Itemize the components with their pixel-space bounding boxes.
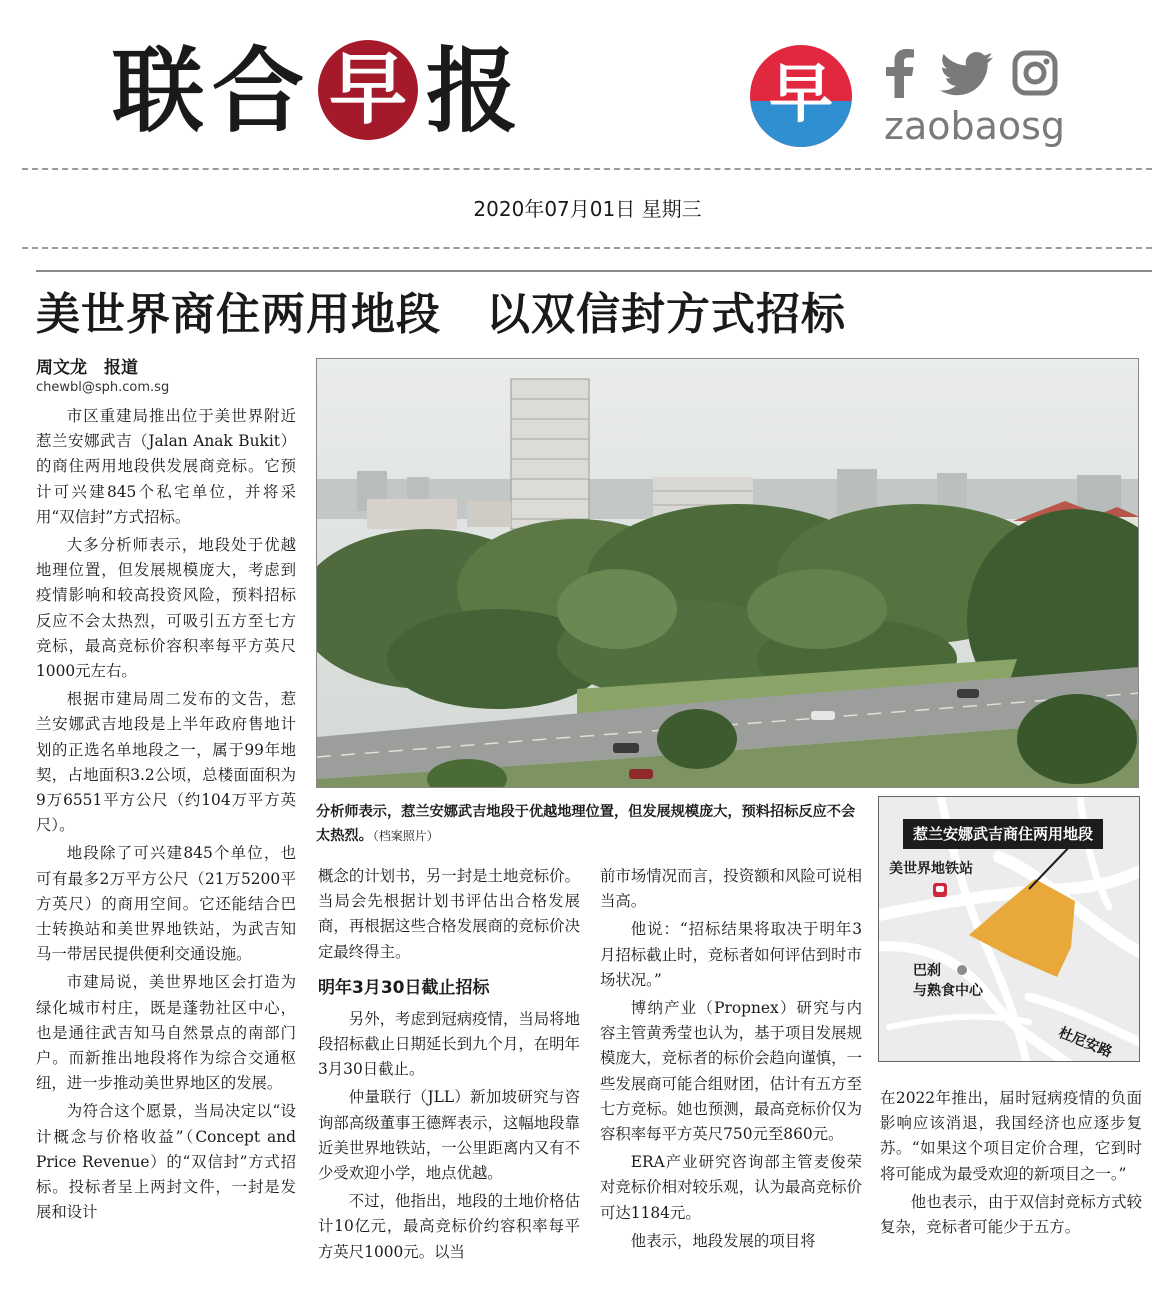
photo-caption [316, 800, 864, 848]
publication-date: 2020年07月01日 星期三 [473, 197, 702, 221]
article-subheading: 明年3月30日截止招标 [318, 977, 490, 998]
article-column-3 [600, 864, 862, 1257]
hawker-centre-marker [957, 965, 967, 975]
article-column-1 [36, 404, 296, 1229]
article-column-2 [318, 864, 580, 1268]
masthead [0, 0, 1175, 165]
caption-text: 分析师表示，惹兰安娜武吉地段于优越地理位置，但发展规模庞大，预料招标反应不会太热烈。 [316, 804, 856, 844]
paragraph: 仲量联行（JLL）新加坡研究与咨询部高级董事王德辉表示，这幅地段靠近美世界地铁站，一公里距离内又有不少受欢迎小学，地点优越。 [318, 1088, 580, 1183]
app-badge-icon [750, 45, 852, 147]
paragraph: 概念的计划书，另一封是土地竞标价。当局会先根据计划书评估出合格发展商，再根据这些合格发展商的竞标价决定最终得主。 [318, 867, 580, 961]
logo-char: 联 [112, 38, 203, 145]
map-label-hawker: 与熟食中心 [913, 983, 983, 999]
divider [36, 270, 1152, 272]
paragraph: 市建局说，美世界地区会打造为绿化城市村庄，既是蓬勃社区中心，也是通往武吉知马自然景点的南部门户。而新推出地段将作为综合交通枢纽，进一步推动美世界地区的发展。 [36, 973, 296, 1093]
paragraph: 他也表示，由于双信封竞标方式较复杂，竞标者可能少于五方。 [880, 1192, 1142, 1237]
social-handle: zaobaosg [884, 104, 1066, 148]
paragraph: 地段除了可兴建845个单位，也可有最多2万平方公尺（21万5200平方英尺）的商用空间。它还能结合巴士转换站和美世界地铁站，为武吉知马一带居民提供便利交通设施。 [36, 844, 296, 964]
divider [22, 247, 1152, 249]
article-photo [316, 358, 1139, 788]
logo-seal-char: 早 [328, 45, 407, 135]
logo-char: 合 [212, 38, 303, 145]
paragraph: 大多分析师表示，地段处于优越地理位置，但发展规模庞大，考虑到疫情影响和较高投资风险，预料招标反应不会太热烈，可吸引五方至七方竞标，最高竞标价容积率每平方英尺1000元左右。 [36, 536, 296, 681]
divider [22, 168, 1152, 170]
instagram-icon [1012, 50, 1058, 96]
location-map [878, 796, 1140, 1062]
map-label-hawker: 巴刹 [913, 963, 941, 979]
author-email: chewbl@sph.com.sg [36, 380, 170, 395]
paragraph: 为符合这个愿景，当局决定以“设计概念与价格收益”（Concept and Price Revenue）的“双信封”方式招标。投标者呈上两封文件，一封是发展和设计 [36, 1102, 296, 1222]
mrt-station-icon [933, 883, 947, 897]
byline: 周文龙 报道 [36, 358, 138, 378]
app-badge-char: 早 [769, 58, 833, 132]
map-title: 惹兰安娜武吉商住两用地段 [903, 819, 1103, 849]
map-label-road: 杜尼安路 [1056, 1024, 1115, 1061]
photo-credit: （档案照片） [372, 829, 439, 843]
logo-char: 报 [426, 38, 517, 145]
article-column-4 [880, 1086, 1142, 1243]
logo-seal [318, 40, 418, 140]
paragraph: 博纳产业（Propnex）研究与内容主管黄秀莹也认为，基于项目发展规模庞大，竞标者的标价会趋向谨慎，一些发展商可能合组财团，估计有五方至七方竞标。她也预测，最高竞标价仅为容积率每平方英尺750元至860元。 [600, 999, 862, 1144]
paragraph: 不过，他指出，地段的土地价格估计10亿元，最高竞标价约容积率每平方英尺1000元。以当 [318, 1192, 580, 1261]
paragraph: ERA产业研究咨询部主管麦俊荣对竞标价相对较乐观，认为最高竞标价可达1184元。 [600, 1153, 862, 1222]
map-label-mrt: 美世界地铁站 [889, 861, 973, 877]
photo-illustration [317, 359, 1139, 788]
paragraph: 市区重建局推出位于美世界附近惹兰安娜武吉（Jalan Anak Bukit）的商住两用地段供发展商竞标。它预计可兴建845个私宅单位，并将采用“双信封”方式招标。 [36, 407, 296, 526]
paragraph: 根据市建局周二发布的文告，惹兰安娜武吉地段是上半年政府售地计划的正选名单地段之一，属于99年地契，占地面积3.2公顷，总楼面面积为9万6551平方公尺（约104万平方英尺）。 [36, 690, 296, 835]
paragraph: 他说：“招标结果将取决于明年3月招标截止时，竞标者如何评估到时市场状况。” [600, 920, 862, 989]
paragraph: 在2022年推出，届时冠病疫情的负面影响应该消退，我国经济也应逐步复苏。“如果这个项目定价合理，它到时将可能成为最受欢迎的新项目之一。” [880, 1089, 1142, 1183]
social-icons [880, 48, 1070, 98]
facebook-icon [882, 48, 916, 98]
article-headline: 美世界商住两用地段 以双信封方式招标 [36, 289, 846, 340]
twitter-icon [940, 52, 994, 96]
paragraph: 他表示，地段发展的项目将 [630, 1231, 816, 1250]
paragraph: 另外，考虑到冠病疫情，当局将地段招标截止日期延长到九个月，在明年3月30日截止。 [318, 1009, 580, 1079]
paragraph: 前市场情况而言，投资额和风险可说相当高。 [600, 867, 862, 911]
